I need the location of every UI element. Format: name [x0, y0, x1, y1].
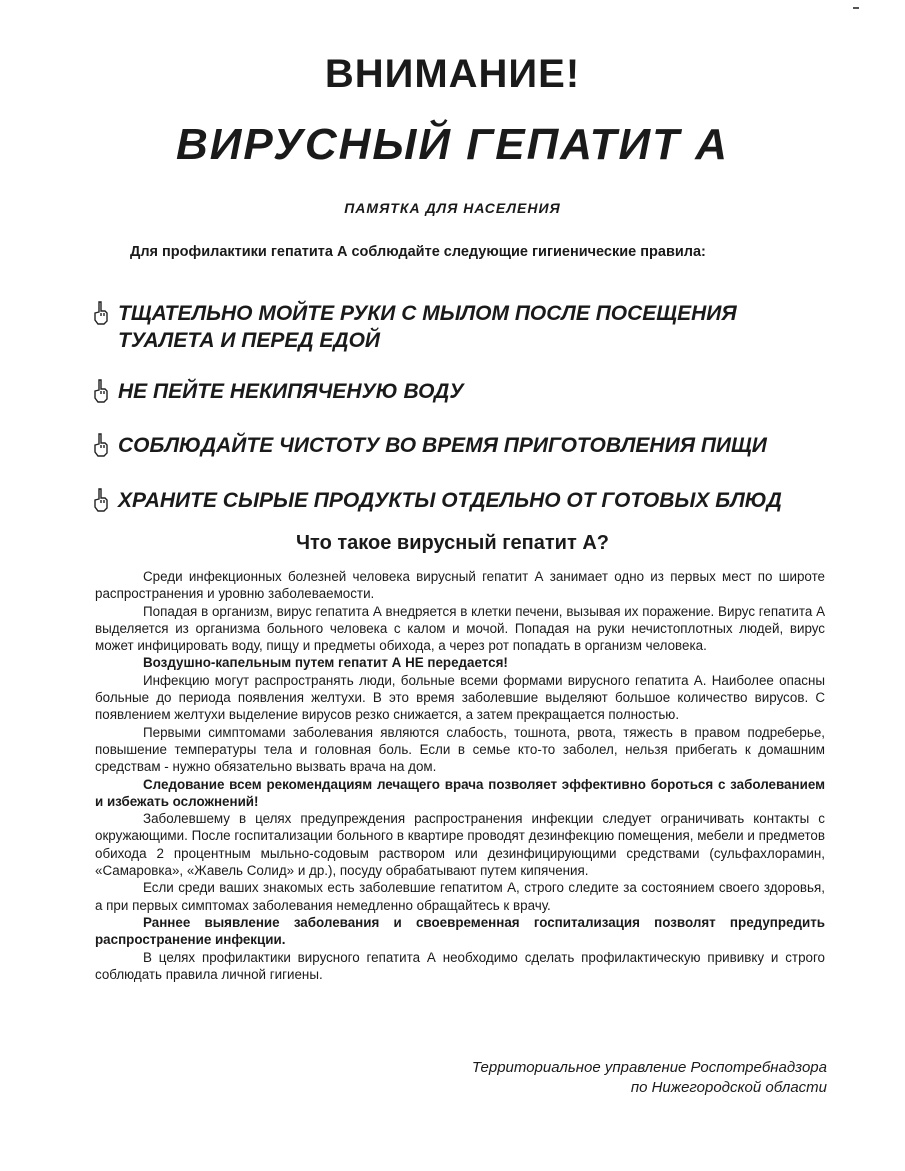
pointing-hand-icon — [90, 432, 112, 458]
rule-item-boiled-water — [90, 378, 464, 407]
rule-line: СОБЛЮДАЙТЕ ЧИСТОТУ ВО ВРЕМЯ ПРИГОТОВЛЕНИЯ ПИЩИ — [118, 434, 767, 457]
attention-heading: ВНИМАНИЕ! — [324, 52, 581, 96]
paragraph: Первыми симптомами заболевания являются слабость, тошнота, рвота, тяжесть в правом подреберье, повышение температуры тела и головная боль. Если в семье кто-то заболел, нельзя прибегать к домашним средствам - нужно обязательно вызвать врача на дом. — [95, 724, 825, 775]
paragraph: Среди инфекционных болезней человека вирусный гепатит А занимает одно из первых мест по широте распространения и уровню заболеваемости. — [95, 569, 825, 602]
rule-line: ТЩАТЕЛЬНО МОЙТЕ РУКИ С МЫЛОМ ПОСЛЕ ПОСЕЩЕНИЯ — [118, 302, 737, 325]
rule-item-wash-hands — [90, 300, 737, 354]
paragraph: Попадая в организм, вирус гепатита А внедряется в клетки печени, вызывая их поражение. Вирус гепатита А выделяется из организма больного человека с калом и мочой. Попадая на руки нечистоплотных людей, вирус может инфицировать воду, пищу и предметы обихода, а через рот попадать в организм человека. — [95, 603, 825, 654]
pointing-hand-icon — [90, 300, 112, 326]
rule-line: ТУАЛЕТА И ПЕРЕД ЕДОЙ — [118, 329, 381, 352]
paragraph: В целях профилактики вирусного гепатита А необходимо сделать профилактическую прививку и строго соблюдать правила личной гигиены. — [95, 949, 825, 982]
paragraph-bold: Следование всем рекомендациям лечащего врача позволяет эффективно бороться с заболеванием и избежать осложнений! — [95, 776, 825, 809]
rule-line: ХРАНИТЕ СЫРЫЕ ПРОДУКТЫ ОТДЕЛЬНО ОТ ГОТОВЫХ БЛЮД — [118, 489, 782, 512]
pointing-hand-icon — [90, 487, 112, 513]
scan-mark — [853, 7, 859, 9]
body-text — [95, 568, 825, 983]
section-heading: Что такое вирусный гепатит А? — [296, 532, 609, 554]
signature-line: по Нижегородской области — [630, 1079, 827, 1096]
intro-text: Для профилактики гепатита А соблюдайте следующие гигиенические правила: — [130, 244, 706, 260]
signature-line: Территориальное управление Роспотребнадзора — [471, 1059, 827, 1076]
document-title: ВИРУСНЫЙ ГЕПАТИТ А — [175, 120, 730, 169]
paragraph-bold: Раннее выявление заболевания и своевременная госпитализация позволят предупредить распространение инфекции. — [95, 914, 825, 948]
rule-item-store-separately — [90, 487, 782, 516]
paragraph: Инфекцию могут распространять люди, больные всеми формами вирусного гепатита А. Наиболее опасны больные до периода появления желтухи. В это время заболевшие выделяют большое количество вирусов. С появлением желтухи выделение вирусов резко снижается, а затем прекращается полностью. — [95, 672, 825, 723]
rule-item-cleanliness — [90, 432, 767, 461]
paragraph: Заболевшему в целях предупреждения распространения инфекции следует ограничивать контакты с окружающими. После госпитализации больного в квартире проводят дезинфекцию помещения, мебели и предметов обихода 2 процентным мыльно-содовым раствором или дезинфицирующими средствами (сульфахлорамин, «Самаровка», «Жавель Солид» и др.), посуду обрабатывают путем кипячения. — [95, 811, 825, 879]
paragraph: Если среди ваших знакомых есть заболевшие гепатитом А, строго следите за состоянием своего здоровья, а при первых симптомах заболевания немедленно обращайтесь к врачу. — [95, 880, 825, 913]
paragraph-bold: Воздушно-капельным путем гепатит А НЕ передается! — [143, 655, 508, 671]
rule-line: НЕ ПЕЙТЕ НЕКИПЯЧЕНУЮ ВОДУ — [118, 380, 464, 403]
signature — [472, 1058, 827, 1098]
pointing-hand-icon — [90, 378, 112, 404]
memo-subtitle: ПАМЯТКА ДЛЯ НАСЕЛЕНИЯ — [344, 200, 561, 216]
